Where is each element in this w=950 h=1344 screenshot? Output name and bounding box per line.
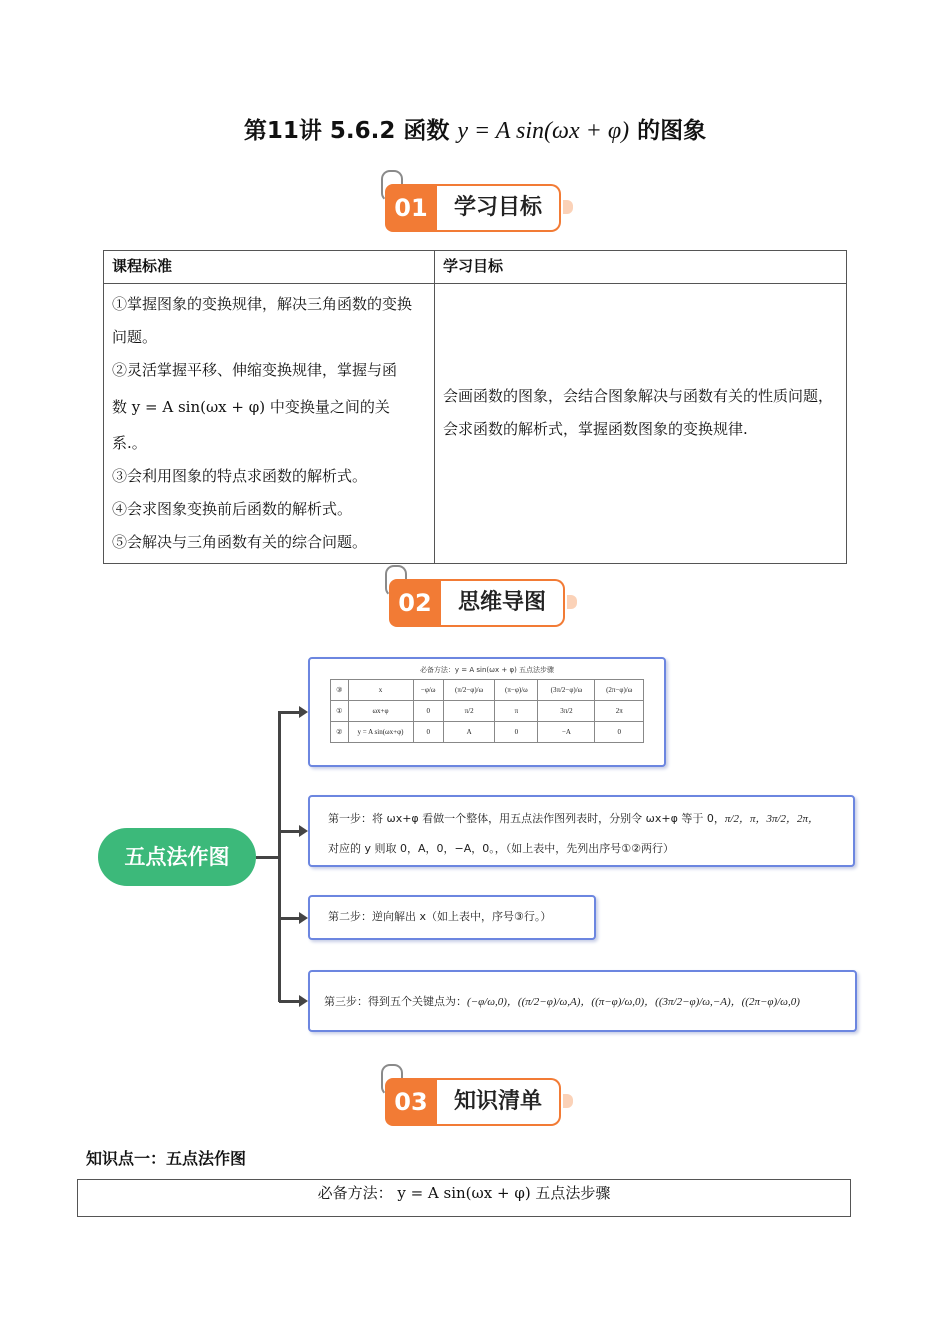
- page-title: 第11讲 5.6.2 函数 y = A sin(ωx + φ) 的图象: [243, 118, 707, 144]
- section-badge-mindmap: 02 思维导图: [389, 579, 569, 627]
- knowledge-point-heading: 知识点一：五点法作图: [86, 1149, 247, 1168]
- goals-table: [103, 250, 847, 564]
- mindmap-table-node: 必备方法：y = A sin(ωx + φ) 五点法步骤 ③ x −φ/ω (π/2−φ)/ω (π−φ)/ω (3π/2−φ)/ω (2π−φ)/ω ① ωx+φ 0 π/2 π 3π/2 2π ② y = A sin(ωx+φ) 0 A 0 −A 0: [308, 657, 666, 767]
- section-badge-knowledge: 03 知识清单: [385, 1078, 565, 1126]
- header-objective: 学习目标: [435, 251, 847, 284]
- mindmap-connector: [278, 711, 281, 1002]
- objective-cell: 会画函数的图象，会结合图象解决与函数有关的性质问题，会求函数的解析式，掌握函数图象的变换规律.: [435, 284, 847, 564]
- standards-cell: ①掌握图象的变换规律，解决三角函数的变换问题。 ②灵活掌握平移、伸缩变换规律，掌握与函 数 y = A sin(ωx + φ) 中变换量之间的关 系.。 ③会利用图象的特点求函数的解析式。 ④会求图象变换前后函数的解析式。 ⑤会解决与三角函数有关的综合问题。: [104, 284, 435, 564]
- mindmap-step1-node: 第一步：将 ωx+φ 看做一个整体，用五点法作图列表时，分别令 ωx+φ 等于 0，π/2，π，3π/2，2π， 对应的 y 则取 0，A，0，−A，0。，（如上表中，先列出序号①②两行）: [308, 795, 855, 867]
- arrow-icon: [299, 912, 308, 924]
- five-point-table: ③ x −φ/ω (π/2−φ)/ω (π−φ)/ω (3π/2−φ)/ω (2π−φ)/ω ① ωx+φ 0 π/2 π 3π/2 2π ② y = A sin(ωx+φ) 0 A 0 −A 0: [330, 679, 644, 743]
- mindmap-step2-node: 第二步：逆向解出 x（如上表中，序号③行。）: [308, 895, 596, 940]
- method-box: 必备方法： y = A sin(ωx + φ) 五点法步骤: [77, 1179, 851, 1217]
- arrow-icon: [299, 995, 308, 1007]
- arrow-icon: [299, 706, 308, 718]
- arrow-icon: [299, 825, 308, 837]
- mindmap-step3-node: 第三步：得到五个关键点为：(−φ/ω,0)，((π/2−φ)/ω,A)，((π−φ)/ω,0)，((3π/2−φ)/ω,−A)，((2π−φ)/ω,0): [308, 970, 857, 1032]
- mindmap-center-node: 五点法作图: [98, 828, 256, 886]
- section-badge-goals: 01 学习目标: [385, 184, 565, 232]
- header-standard: 课程标准: [104, 251, 435, 284]
